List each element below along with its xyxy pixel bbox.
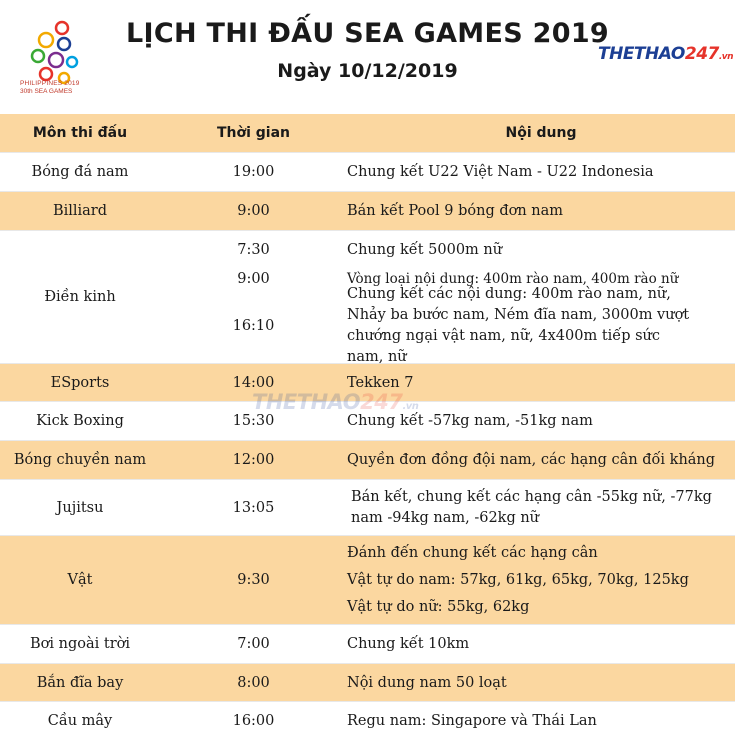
- time-cell: 14:00: [160, 364, 347, 402]
- content-line: Vật tự do nữ: 55kg, 62kg: [347, 598, 530, 615]
- table-row: [0, 664, 735, 702]
- logo-line2: 30th SEA GAMES: [20, 88, 73, 95]
- time-cell: 9:00: [160, 192, 347, 231]
- content-cell: Chung kết -57kg nam, -51kg nam: [347, 402, 735, 441]
- content-cell: Bán kết, chung kết các hạng cân -55kg nữ, -77kg nam -94kg nam, -62kg nữ: [347, 480, 735, 536]
- content-cell: Chung kết U22 Việt Nam - U22 Indonesia: [347, 153, 735, 192]
- brand-main: THETHAO: [598, 44, 685, 64]
- table-row: [0, 480, 735, 536]
- col-header-sport: Môn thi đấu: [0, 114, 160, 153]
- content-line: Vật tự do nam: 57kg, 61kg, 65kg, 70kg, 125kg: [347, 571, 689, 588]
- content-cell: Quyền đơn đồng đội nam, các hạng cân đối kháng: [347, 441, 735, 480]
- time-cell: 9:00: [237, 271, 270, 287]
- time-cell: 12:00: [160, 441, 347, 480]
- table-header-row: [0, 114, 735, 153]
- sport-cell: Bơi ngoài trời: [0, 625, 160, 664]
- header: [0, 0, 735, 114]
- time-cell: 16:00: [160, 702, 347, 740]
- time-cell: 13:05: [160, 480, 347, 536]
- sport-cell: ESports: [0, 364, 160, 402]
- schedule-table: [0, 114, 735, 740]
- table-row: [0, 702, 735, 740]
- page-subtitle: Ngày 10/12/2019: [277, 60, 458, 82]
- content-line: Đánh đến chung kết các hạng cân: [347, 544, 598, 561]
- sport-cell: Vật: [0, 536, 160, 625]
- time-cell: 8:00: [160, 664, 347, 702]
- content-cell: Chung kết 5000m nữ: [347, 242, 503, 258]
- sport-cell: Kick Boxing: [0, 402, 160, 441]
- sport-cell: Bóng chuyền nam: [0, 441, 160, 480]
- content-cell: Bán kết Pool 9 bóng đơn nam: [347, 192, 735, 231]
- watermark-suffix: .vn: [402, 401, 419, 412]
- sub-entry: [160, 236, 735, 264]
- table-row: [0, 536, 735, 625]
- time-cell: 7:30: [237, 242, 270, 258]
- page-title: LỊCH THI ĐẤU SEA GAMES 2019: [125, 18, 609, 49]
- sport-cell: Billiard: [0, 192, 160, 231]
- sport-cell: Cầu mây: [0, 702, 160, 740]
- brand-suffix: .vn: [718, 52, 734, 62]
- time-cell: 9:30: [160, 536, 347, 625]
- table-row: [0, 231, 735, 364]
- multi-entry-cell: [160, 231, 735, 364]
- brand-num: 247: [684, 44, 719, 64]
- col-header-time: Thời gian: [160, 114, 347, 153]
- watermark: [252, 390, 418, 414]
- content-cell: Chung kết các nội dung: 400m rào nam, nữ, Nhảy ba bước nam, Ném đĩa nam, 3000m vượt chướng ngại vật nam, nữ, 4x400m tiếp sức nam, nữ: [347, 286, 690, 365]
- content-cell: [347, 536, 735, 625]
- table-row: [0, 625, 735, 664]
- brand-logo: [598, 44, 733, 64]
- watermark-num: 247: [360, 390, 403, 414]
- col-header-content: Nội dung: [347, 114, 735, 153]
- time-cell: 19:00: [160, 153, 347, 192]
- time-cell: 7:00: [160, 625, 347, 664]
- sport-cell: Điền kinh: [0, 231, 160, 364]
- table-row: [0, 441, 735, 480]
- watermark-main: THETHAO: [252, 390, 361, 414]
- sport-cell: Jujitsu: [0, 480, 160, 536]
- logo-line1: PHILIPPINES 2019: [20, 80, 80, 87]
- content-cell: Regu nam: Singapore và Thái Lan: [347, 702, 735, 740]
- content-cell: Nội dung nam 50 loạt: [347, 664, 735, 702]
- time-cell: 15:30: [160, 402, 347, 441]
- content-cell: Tekken 7: [347, 364, 735, 402]
- sport-cell: Bắn đĩa bay: [0, 664, 160, 702]
- sub-entry: [160, 286, 735, 365]
- content-cell: Chung kết 10km: [347, 625, 735, 664]
- sport-cell: Bóng đá nam: [0, 153, 160, 192]
- table-row: [0, 153, 735, 192]
- time-cell: 16:10: [232, 318, 275, 334]
- content-cell: Vòng loại nội dung: 400m rào nam, 400m rào nữ: [347, 271, 679, 287]
- table-row: [0, 192, 735, 231]
